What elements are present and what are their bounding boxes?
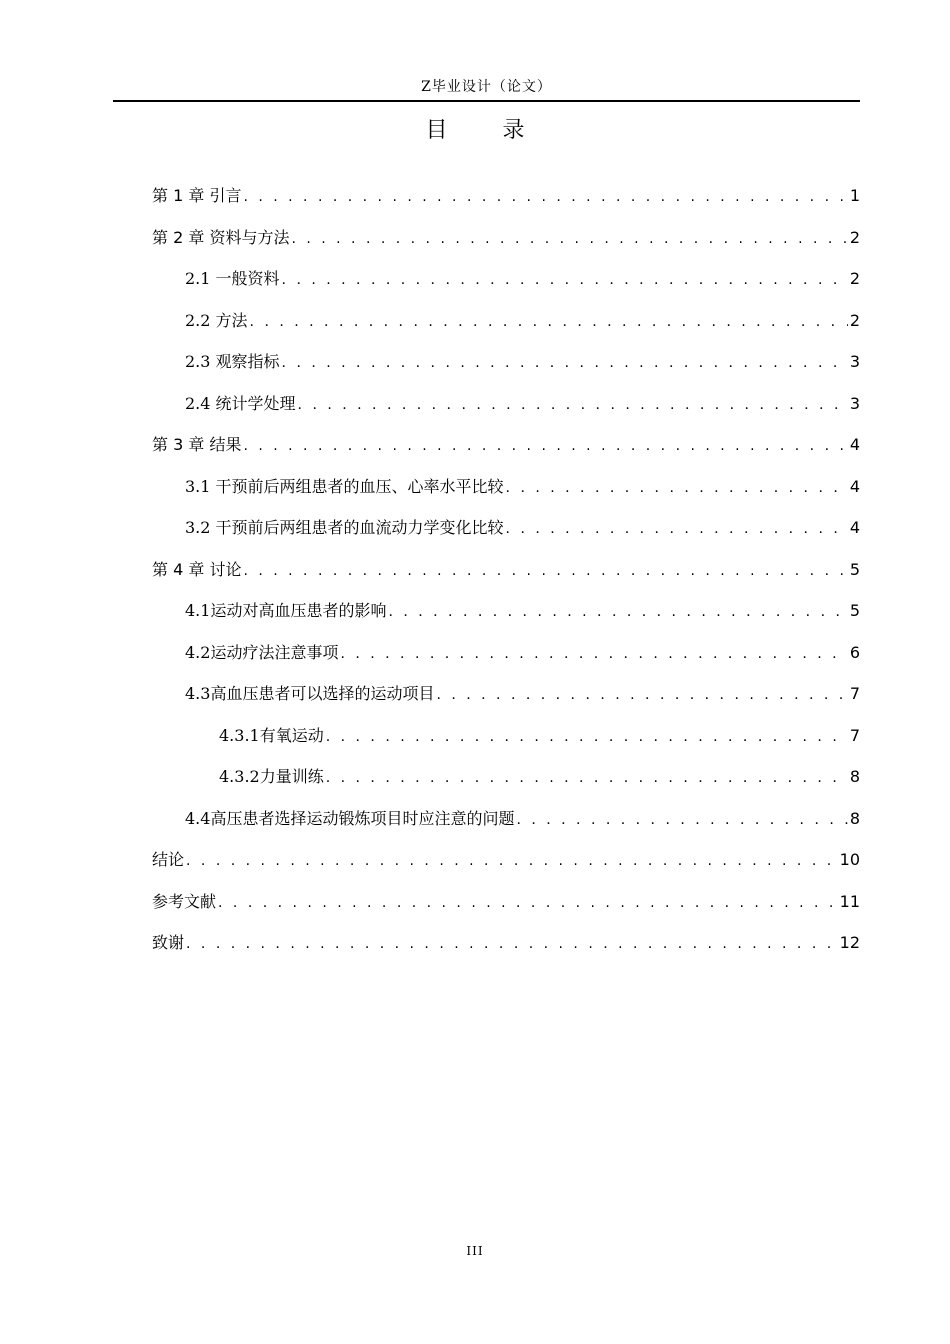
dot-leader bbox=[436, 683, 847, 707]
toc-entry-label: 第 2 章 资料与方法 bbox=[152, 228, 290, 247]
toc-entry-label: 致谢 bbox=[152, 933, 185, 952]
dot-leader bbox=[506, 476, 848, 500]
toc-entry-page: 3 bbox=[849, 394, 860, 413]
toc-entry-page: 5 bbox=[849, 601, 860, 620]
toc-entry-page: 2 bbox=[849, 311, 860, 330]
toc-entry-label: 4.3.1有氧运动 bbox=[219, 726, 324, 745]
toc-entry-chapter-1[interactable] bbox=[152, 184, 860, 208]
toc-entry-label: 结论 bbox=[152, 850, 185, 869]
header-rule bbox=[113, 100, 860, 102]
dot-leader bbox=[186, 849, 838, 873]
toc-entry-3-2[interactable] bbox=[185, 516, 860, 540]
toc-entry-page: 2 bbox=[849, 269, 860, 288]
dot-leader bbox=[250, 310, 848, 334]
toc-entry-label: 2.2 方法 bbox=[185, 311, 248, 330]
toc-entry-page: 7 bbox=[849, 726, 860, 745]
dot-leader bbox=[388, 600, 847, 624]
toc-entry-page: 8 bbox=[849, 809, 860, 828]
toc-entry-references[interactable] bbox=[152, 890, 860, 914]
toc-entry-label: 3.1 干预前后两组患者的血压、心率水平比较 bbox=[185, 477, 504, 496]
toc-entry-4-2[interactable] bbox=[185, 641, 860, 665]
toc-entry-page: 8 bbox=[849, 767, 860, 786]
dot-leader bbox=[186, 932, 838, 956]
toc-entry-label: 第 3 章 结果 bbox=[152, 435, 242, 454]
dot-leader bbox=[340, 642, 847, 666]
toc-entry-page: 12 bbox=[839, 933, 860, 952]
page-header: Z毕业设计（论文） bbox=[421, 79, 552, 95]
dot-leader bbox=[326, 766, 848, 790]
toc-entry-chapter-3[interactable] bbox=[152, 433, 860, 457]
toc-entry-page: 4 bbox=[849, 477, 860, 496]
dot-leader bbox=[243, 559, 847, 583]
toc-entry-2-4[interactable] bbox=[185, 392, 860, 416]
toc-entry-page: 10 bbox=[839, 850, 860, 869]
toc-entry-label: 4.4高压患者选择运动锻炼项目时应注意的问题 bbox=[185, 809, 515, 828]
dot-leader bbox=[506, 517, 848, 541]
toc-entry-page: 2 bbox=[849, 228, 860, 247]
toc-entry-page: 11 bbox=[839, 892, 860, 911]
toc-entry-label: 第 4 章 讨论 bbox=[152, 560, 242, 579]
dot-leader bbox=[218, 891, 838, 915]
toc-entry-chapter-2[interactable] bbox=[152, 226, 860, 250]
dot-leader bbox=[243, 434, 847, 458]
dot-leader bbox=[282, 268, 848, 292]
toc-entry-acknowledgements[interactable] bbox=[152, 931, 860, 955]
dot-leader bbox=[243, 185, 847, 209]
toc-entry-2-3[interactable] bbox=[185, 350, 860, 374]
toc-entry-4-3[interactable] bbox=[185, 682, 860, 706]
toc-entry-page: 5 bbox=[849, 560, 860, 579]
toc-entry-page: 7 bbox=[849, 684, 860, 703]
toc-entry-label: 2.1 一般资料 bbox=[185, 269, 280, 288]
toc-entry-conclusion[interactable] bbox=[152, 848, 860, 872]
dot-leader bbox=[516, 808, 847, 832]
toc-entry-4-4[interactable] bbox=[185, 807, 860, 831]
toc-entry-label: 第 1 章 引言 bbox=[152, 186, 242, 205]
toc-entry-4-1[interactable] bbox=[185, 599, 860, 623]
toc-entry-label: 4.3高血压患者可以选择的运动项目 bbox=[185, 684, 435, 703]
toc-entry-page: 4 bbox=[849, 435, 860, 454]
toc-entry-2-1[interactable] bbox=[185, 267, 860, 291]
toc-entry-label: 2.4 统计学处理 bbox=[185, 394, 296, 413]
dot-leader bbox=[282, 351, 848, 375]
dot-leader bbox=[298, 393, 848, 417]
dot-leader bbox=[291, 227, 847, 251]
dot-leader bbox=[326, 725, 848, 749]
toc-entry-label: 2.3 观察指标 bbox=[185, 352, 280, 371]
toc-entry-label: 4.1运动对高血压患者的影响 bbox=[185, 601, 387, 620]
toc-entry-page: 4 bbox=[849, 518, 860, 537]
toc-entry-2-2[interactable] bbox=[185, 309, 860, 333]
toc-entry-label: 4.3.2力量训练 bbox=[219, 767, 324, 786]
toc-entry-label: 3.2 干预前后两组患者的血流动力学变化比较 bbox=[185, 518, 504, 537]
toc-entry-3-1[interactable] bbox=[185, 475, 860, 499]
page-number: III bbox=[466, 1244, 484, 1258]
toc-entry-page: 6 bbox=[849, 643, 860, 662]
toc-entry-label: 4.2运动疗法注意事项 bbox=[185, 643, 339, 662]
toc-entry-page: 1 bbox=[849, 186, 860, 205]
toc-entry-page: 3 bbox=[849, 352, 860, 371]
toc-entry-label: 参考文献 bbox=[152, 892, 217, 911]
toc-entry-4-3-1[interactable] bbox=[219, 724, 860, 748]
toc-entry-chapter-4[interactable] bbox=[152, 558, 860, 582]
toc-title: 目 录 bbox=[425, 118, 549, 143]
toc-entry-4-3-2[interactable] bbox=[219, 765, 860, 789]
